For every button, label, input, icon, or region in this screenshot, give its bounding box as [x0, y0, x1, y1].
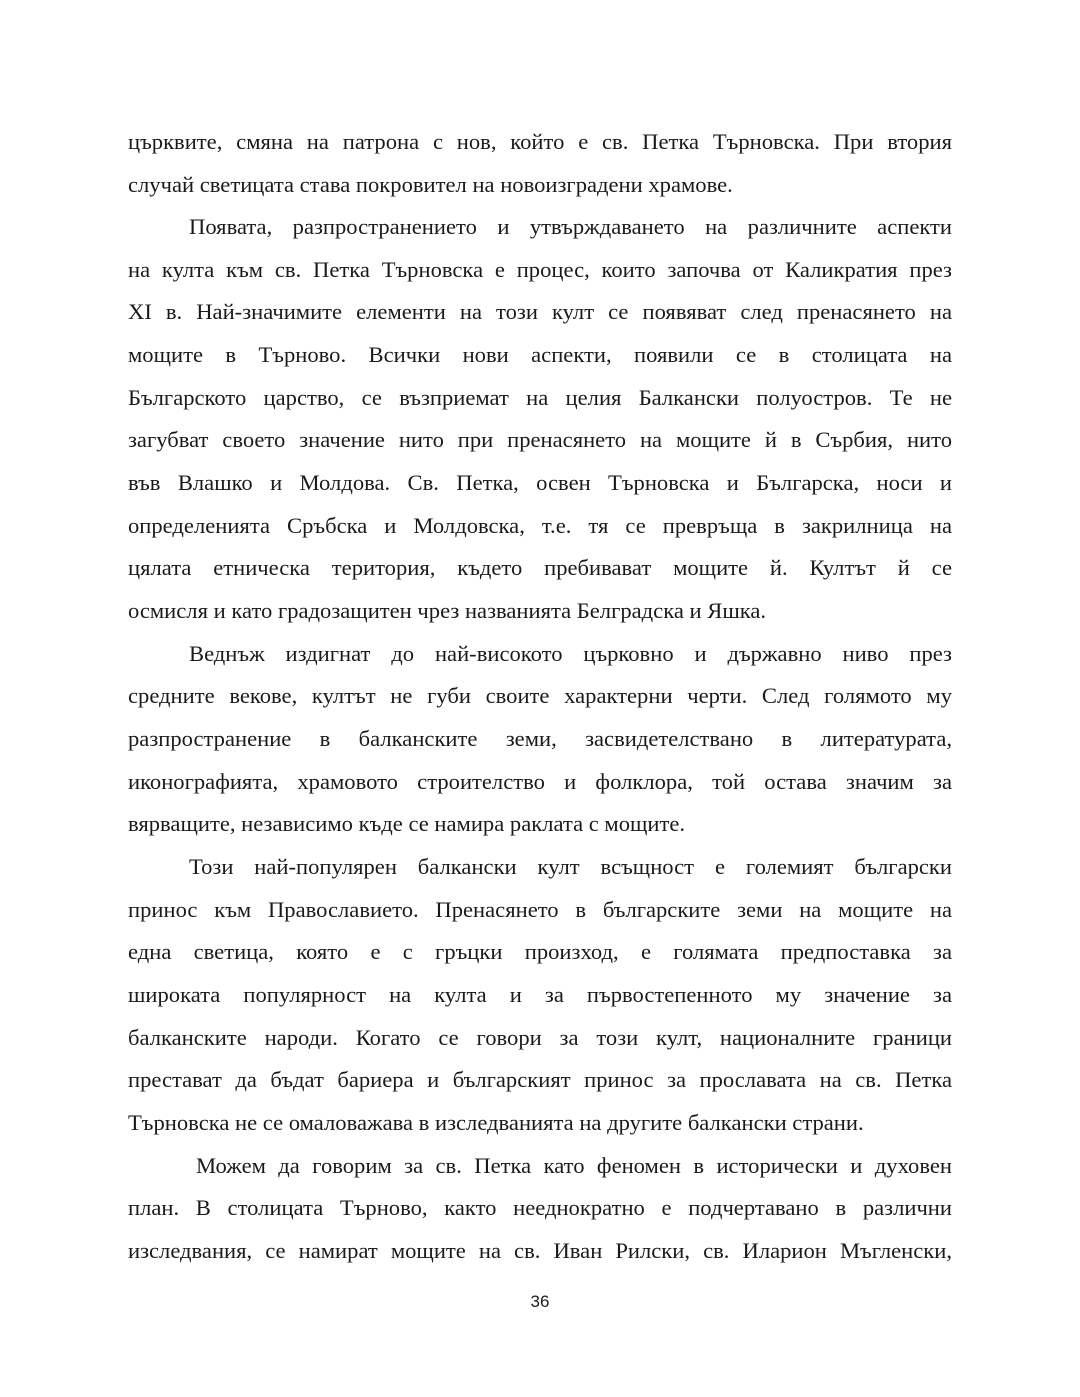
text-line: определенията Сръбска и Молдовска, т.е. тя се превръща в закрилница на: [128, 513, 952, 538]
text-line: вярващите, независимо къде се намира раклата с мощите.: [128, 811, 686, 836]
text-line: цялата етническа територия, където пребивават мощите й. Култът й се: [128, 555, 952, 580]
paragraph-first-line: Появата, разпространението и утвърждаването на различните аспекти: [189, 214, 952, 239]
paragraph-first-line: Този най-популярен балкански култ всъщност е големият български: [189, 854, 952, 879]
text-line: XI в. Най-значимите елементи на този култ се появяват след пренасянето на: [128, 299, 952, 324]
text-line: балканските народи. Когато се говори за този култ, националните граници: [128, 1025, 952, 1050]
page-number: 36: [530, 1292, 550, 1311]
text-line: във Влашко и Молдова. Св. Петка, освен Търновска и Българска, носи и: [128, 470, 952, 495]
text-line: на култа към св. Петка Търновска е процес, които започва от Каликратия през: [128, 257, 952, 282]
text-line: случай светицата става покровител на новоизградени храмове.: [128, 172, 733, 197]
text-line: една светица, която е с гръцки произход, е голямата предпоставка за: [128, 939, 952, 964]
text-line: широката популярност на култа и за първостепенното му значение за: [128, 982, 952, 1007]
text-line: иконографията, храмовото строителство и фолклора, той остава значим за: [128, 769, 952, 794]
text-line: принос към Православието. Пренасянето в българските земи на мощите на: [128, 897, 952, 922]
paragraph-first-line: Можем да говорим за св. Петка като феномен в исторически и духовен: [196, 1153, 952, 1178]
text-line: осмисля и като градозащитен чрез названията Белградска и Яшка.: [128, 598, 767, 623]
text-line: мощите в Търново. Всички нови аспекти, появили се в столицата на: [128, 342, 952, 367]
text-line: изследвания, се намират мощите на св. Иван Рилски, св. Иларион Мъгленски,: [128, 1238, 952, 1263]
paragraph-first-line: Веднъж издигнат до най-високото църковно и държавно ниво през: [189, 641, 952, 666]
text-line: Българското царство, се възприемат на целия Балкански полуостров. Те не: [128, 385, 952, 410]
text-line: план. В столицата Търново, както нееднократно е подчертавано в различни: [128, 1195, 952, 1220]
text-line: средните векове, култът не губи своите характерни черти. След голямото му: [128, 683, 952, 708]
text-line: престават да бъдат бариера и българският принос за прославата на св. Петка: [128, 1067, 952, 1092]
text-line: разпространение в балканските земи, засвидетелствано в литературата,: [128, 726, 952, 751]
text-line: загубват своето значение нито при пренасянето на мощите й в Сърбия, нито: [128, 427, 952, 452]
text-line: Търновска не се омаловажава в изследванията на другите балкански страни.: [128, 1110, 864, 1135]
text-line: църквите, смяна на патрона с нов, който е св. Петка Търновска. При втория: [128, 129, 952, 154]
